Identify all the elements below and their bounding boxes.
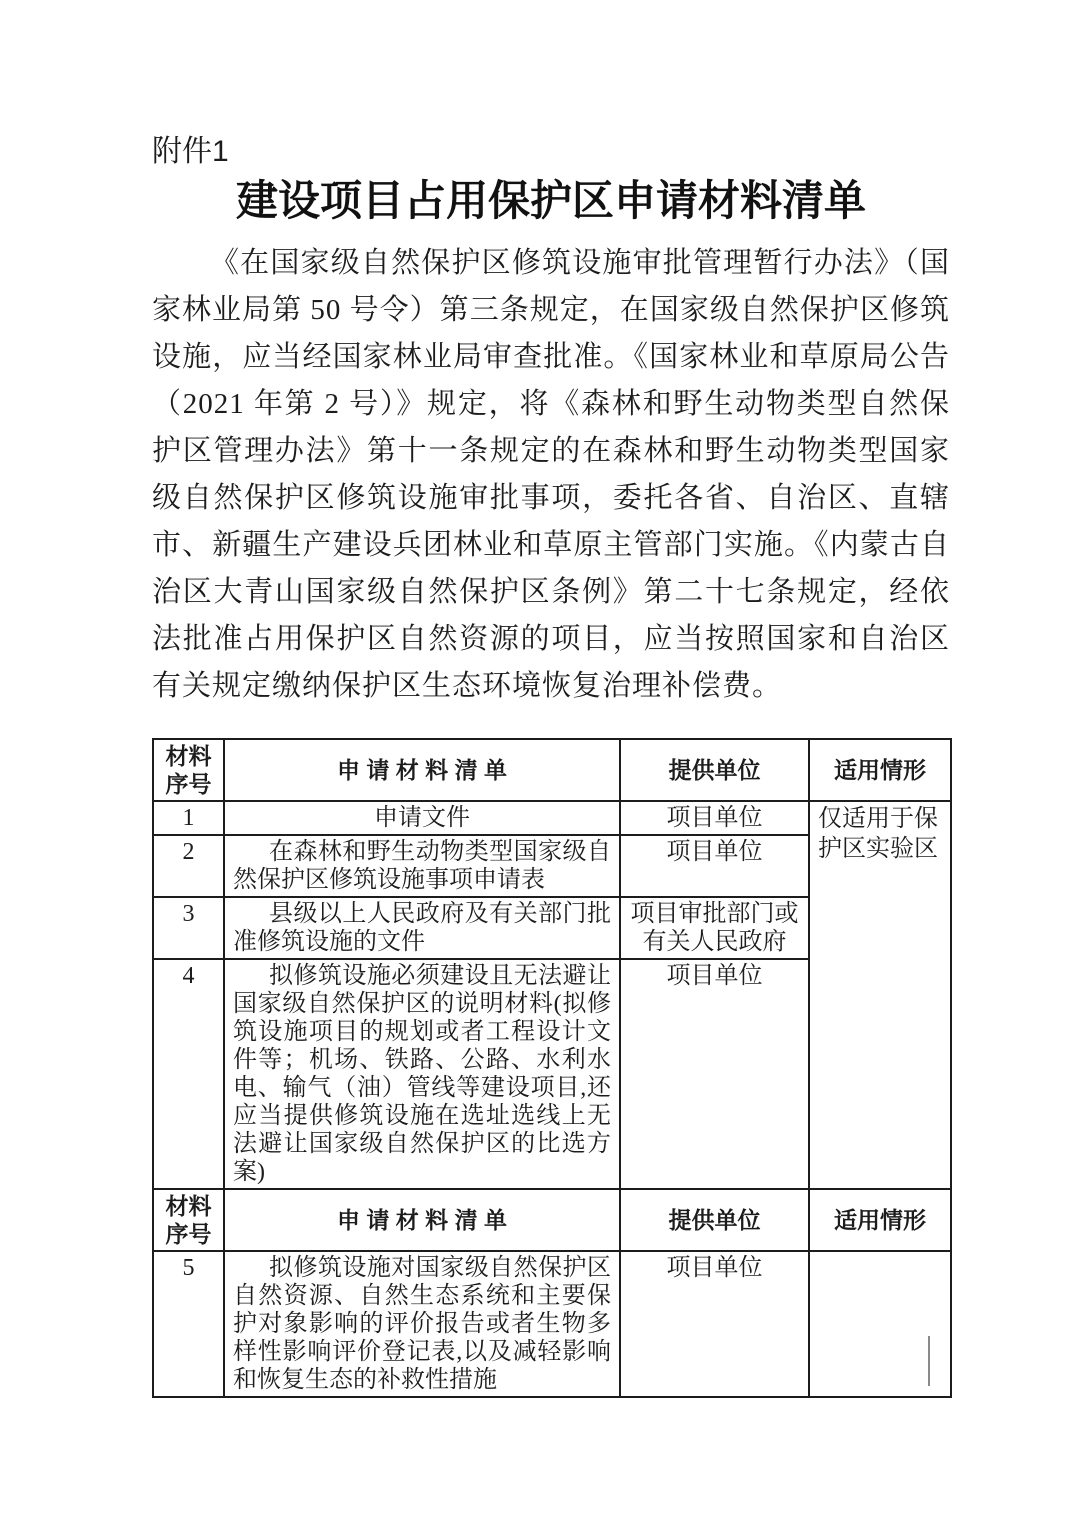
cell-row2-no: 2 — [153, 835, 224, 897]
cell-row2-provider: 项目单位 — [620, 835, 809, 897]
attachment-label: 附件1 — [152, 135, 229, 168]
intro-paragraph: 《在国家级自然保护区修筑设施审批管理暂行办法》（国家林业局第 50 号令）第三条规定，在国家级自然保护区修筑设施，应当经国家林业局审查批准。《国家林业和草原局公告（2021 年第 2 号）》规定，将《森林和野生动物类型自然保护区管理办法》第十一条规定的在森林和野生动物类型国家级自然保护区修筑设施审批事项，委托各省、自治区、直辖市、新疆生产建设兵团林业和草原主管部门实施。《内蒙古自治区大青山国家级自然保护区条例》第二十七条规定，经依法批准占用保护区自然资源的项目，应当按照国家和自治区有关规定缴纳保护区生态环境恢复治理补偿费。 — [152, 247, 950, 702]
header-cell-material-no: 材料序号 — [153, 739, 224, 801]
materials-table — [152, 738, 952, 1398]
cell-row4-material: 拟修筑设施必须建设且无法避让国家级自然保护区的说明材料(拟修筑设施项目的规划或者工程设计文件等；机场、铁路、公路、水利水电、输气（油）管线等建设项目,还应当提供修筑设施在选址选线上无法避让国家级自然保护区的比选方案) — [224, 959, 620, 1189]
table-header-row-repeat — [153, 1189, 951, 1251]
cell-row5-no: 5 — [153, 1251, 224, 1397]
cell-situation-span: 仅适用于保护区实验区 — [809, 801, 951, 1189]
cell-row3-provider: 项目审批部门或有关人民政府 — [620, 897, 809, 959]
table-header-row — [153, 739, 951, 801]
cell-row4-no: 4 — [153, 959, 224, 1189]
header-cell-provider: 提供单位 — [620, 739, 809, 801]
cell-row1-provider: 项目单位 — [620, 801, 809, 835]
cell-row5-material: 拟修筑设施对国家级自然保护区自然资源、自然生态系统和主要保护对象影响的评价报告或者生物多样性影响评价登记表,以及减轻影响和恢复生态的补救性措施 — [224, 1251, 620, 1397]
cell-row1-no: 1 — [153, 801, 224, 835]
cell-row1-material: 申请文件 — [224, 801, 620, 835]
header2-cell-material-no: 材料序号 — [153, 1189, 224, 1251]
table-row — [153, 1251, 951, 1397]
stray-line-artifact — [928, 1336, 930, 1386]
header2-cell-material-list: 申 请 材 料 清 单 — [224, 1189, 620, 1251]
cell-row2-material: 在森林和野生动物类型国家级自然保护区修筑设施事项申请表 — [224, 835, 620, 897]
header-cell-material-list: 申 请 材 料 清 单 — [224, 739, 620, 801]
header2-cell-provider: 提供单位 — [620, 1189, 809, 1251]
header2-cell-situation: 适用情形 — [809, 1189, 951, 1251]
document-title: 建设项目占用保护区申请材料清单 — [235, 179, 866, 225]
table-row — [153, 801, 951, 835]
cell-row5-provider: 项目单位 — [620, 1251, 809, 1397]
cell-row3-material: 县级以上人民政府及有关部门批准修筑设施的文件 — [224, 897, 620, 959]
cell-row3-no: 3 — [153, 897, 224, 959]
header-cell-situation: 适用情形 — [809, 739, 951, 801]
cell-row4-provider: 项目单位 — [620, 959, 809, 1189]
